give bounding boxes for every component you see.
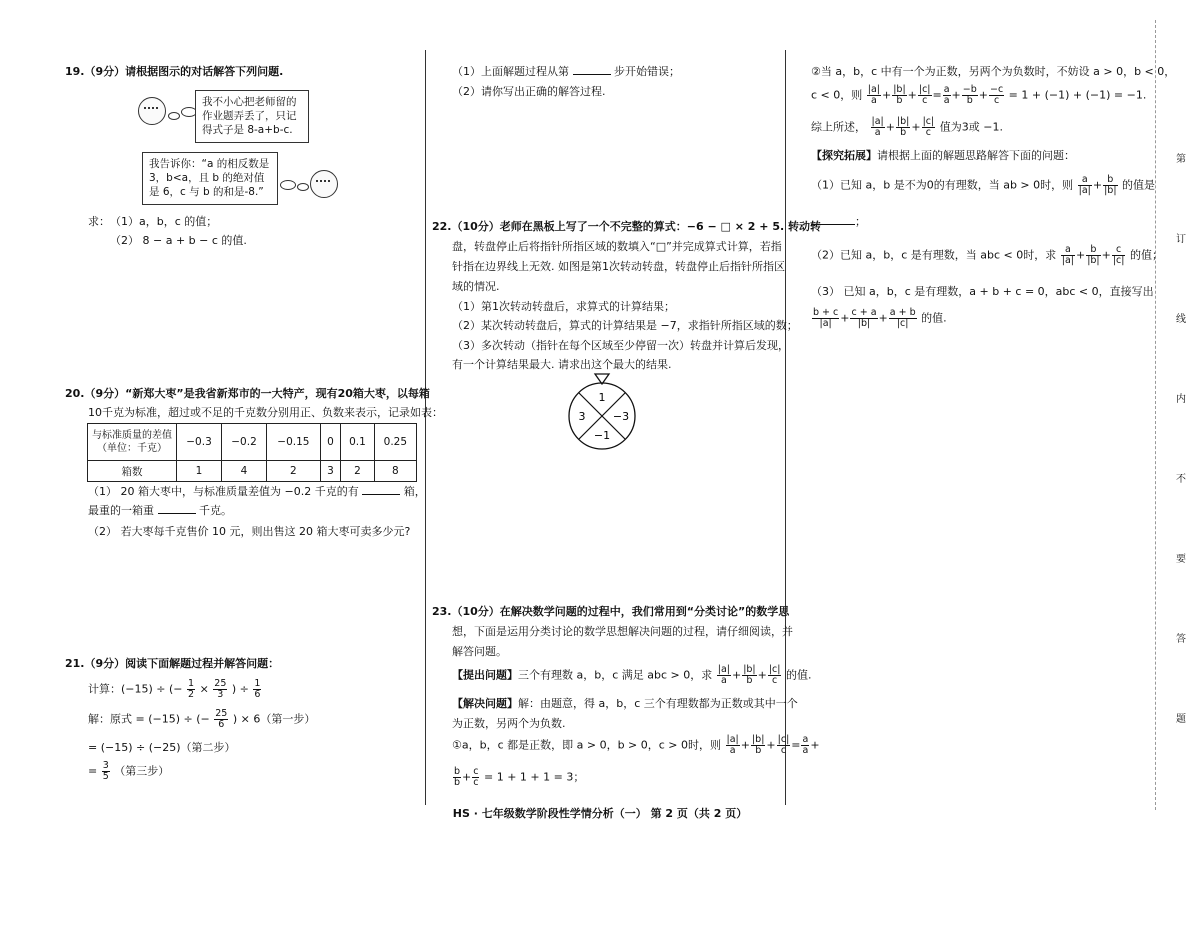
solve-tag: 【解决问题】 bbox=[452, 697, 518, 710]
table-cell: 1 bbox=[177, 461, 222, 482]
q19-heading: 19.（9分）请根据图示的对话解答下列问题. bbox=[65, 65, 284, 78]
table-row bbox=[88, 424, 417, 461]
q23-line3: 解答问题。 bbox=[452, 645, 507, 658]
fraction-a-over-a bbox=[943, 85, 951, 106]
case2-c-lt-0: c < 0，则 bbox=[811, 88, 863, 102]
problem-tag: 【提出问题】 bbox=[452, 668, 518, 682]
numerator: 25 bbox=[215, 708, 228, 719]
denominator: 2 bbox=[188, 688, 195, 700]
fraction bbox=[102, 761, 110, 782]
denominator: 5 bbox=[102, 770, 109, 782]
explore-tag: 【探究拓展】 bbox=[811, 149, 877, 162]
q23-line2: 想，下面是运用分类讨论的数学思想解决问题的过程，请仔细阅读，并 bbox=[452, 625, 793, 638]
fraction-b-over-b bbox=[453, 767, 461, 788]
numerator: b + c bbox=[813, 307, 839, 318]
table-cell: −0.2 bbox=[222, 424, 267, 461]
column-divider bbox=[425, 50, 426, 805]
fraction bbox=[187, 679, 195, 700]
numerator: |a| bbox=[867, 84, 880, 95]
calc-op: × bbox=[199, 682, 209, 696]
case1-result: = 1 + 1 + 1 = 3； bbox=[483, 770, 585, 784]
numerator: a bbox=[943, 84, 950, 95]
q22-line1: 22.（10分）老师在黑板上写了一个不完整的算式：−6 − □ × 2 + 5. 转动转 bbox=[432, 220, 821, 233]
denominator: |c| bbox=[1112, 254, 1125, 266]
numerator: 1 bbox=[254, 678, 261, 689]
fraction-c-over-c bbox=[472, 767, 479, 788]
fraction-abs-a-over-a bbox=[871, 117, 885, 138]
explore-text: 请根据上面的解题思路解答下面的问题： bbox=[877, 149, 1075, 162]
column-middle bbox=[432, 55, 821, 800]
numerator: 1 bbox=[188, 678, 195, 689]
q21-solution-step3 bbox=[88, 761, 169, 782]
summary-text: 综上所述， bbox=[811, 120, 866, 134]
binding-char: 不 bbox=[1176, 474, 1186, 485]
wheel-sector-top: 1 bbox=[598, 391, 606, 404]
fraction-bc-over-abs-a bbox=[812, 308, 839, 329]
numerator: |b| bbox=[751, 734, 765, 745]
numerator: b bbox=[454, 766, 461, 777]
problem-end: 的值. bbox=[785, 668, 812, 682]
table-cell: 8 bbox=[374, 461, 416, 482]
summary-result: 值为3或 −1. bbox=[939, 120, 1003, 134]
q21-sub1-end: 步开始错误； bbox=[614, 65, 680, 78]
denominator: 6 bbox=[254, 688, 261, 700]
numerator: a bbox=[1061, 245, 1075, 256]
q23-explore bbox=[811, 147, 1075, 164]
table-cell: 0.25 bbox=[374, 424, 416, 461]
table-cell: 0 bbox=[320, 424, 340, 461]
q20-sub1-cont bbox=[88, 502, 232, 519]
fraction-neg-b-over-b bbox=[962, 85, 978, 106]
denominator: c bbox=[780, 744, 787, 756]
e1-end: 的值是 bbox=[1122, 178, 1156, 192]
answer-blank[interactable] bbox=[811, 213, 855, 225]
speech-bubble-hint: 我告诉你：“a 的相反数是 3，b<a，且 b 的绝对值是 6，c 与 b 的和是-8.” bbox=[142, 152, 278, 205]
table-cell: 3 bbox=[320, 461, 340, 482]
denominator: b bbox=[454, 776, 461, 788]
step3-eq: = bbox=[88, 764, 98, 778]
numerator: |a| bbox=[726, 734, 739, 745]
thought-bubble-dot-icon bbox=[280, 180, 296, 190]
column-right bbox=[793, 55, 1176, 800]
solve-text: 解：由题意，得 a，b，c 三个有理数都为正数或其中一个 bbox=[518, 697, 798, 710]
wheel-sector-bottom: −1 bbox=[593, 429, 611, 442]
answer-blank[interactable] bbox=[573, 63, 611, 75]
q23-e1: （1）已知 a，b 是不为0的有理数，当 ab > 0时，则 $\frac{a}{|a|}$ + $\frac{b}{|b|}$ 的值是 bbox=[811, 174, 1156, 196]
speech-bubble-lost-homework: 我不小心把老师留的作业题弄丢了，只记得式子是 8-a+b-c. bbox=[195, 90, 309, 143]
fraction-abs-b-over-b bbox=[892, 85, 906, 106]
q21-sub1-text: （1）上面解题过程从第 bbox=[452, 65, 569, 78]
table-cell: −0.15 bbox=[267, 424, 321, 461]
q20-sub1-unit: 箱， bbox=[403, 485, 426, 498]
numerator: 25 bbox=[214, 678, 227, 689]
thought-bubble-dot-icon bbox=[168, 112, 180, 120]
wheel-sector-left: 3 bbox=[578, 410, 586, 423]
q23-case2: ②当 a，b，c 中有一个为正数，另两个为负数时，不妨设 a > 0，b < 0， bbox=[811, 65, 1176, 78]
student-face-icon bbox=[310, 170, 338, 198]
binding-char: 题 bbox=[1176, 714, 1186, 725]
q21-sub1 bbox=[452, 63, 680, 80]
fraction-abs-c-over-c bbox=[777, 735, 791, 756]
denominator: |b| bbox=[857, 317, 871, 329]
numerator: |c| bbox=[768, 664, 781, 675]
column-divider bbox=[785, 50, 786, 805]
numerator: |c| bbox=[922, 116, 935, 127]
denominator: c bbox=[993, 94, 1000, 106]
denominator: b bbox=[900, 126, 907, 138]
numerator: 3 bbox=[102, 760, 109, 771]
denominator: a bbox=[720, 674, 727, 686]
numerator: |c| bbox=[918, 84, 931, 95]
denominator: a bbox=[802, 744, 809, 756]
case2-result: = 1 + (−1) + (−1) = −1. bbox=[1008, 88, 1147, 102]
binding-char: 线 bbox=[1176, 314, 1186, 325]
fraction-abs-a-over-a bbox=[726, 735, 740, 756]
q20-heading-cont: 10千克为标准，超过或不足的千克数分别用正、负数来表示，记录如表： bbox=[88, 406, 443, 419]
numerator: c bbox=[1112, 245, 1126, 256]
q20-sub1-text: （1） 20 箱大枣中，与标准质量差值为 −0.2 千克的有 bbox=[88, 485, 359, 498]
denominator: c bbox=[473, 776, 479, 788]
q20-sub1-heaviest: 最重的一箱重 bbox=[88, 504, 154, 517]
spinner-wheel bbox=[562, 373, 642, 453]
q21-sub2: （2）请你写出正确的解答过程. bbox=[452, 85, 606, 98]
numerator: |b| bbox=[896, 116, 910, 127]
numerator: a + b bbox=[889, 307, 916, 318]
fraction-abs-a-over-a bbox=[717, 665, 731, 686]
numerator: c + a bbox=[851, 307, 877, 318]
q22-line2: 盘，转盘停止后将指针所指区域的数填入“□”并完成算式计算，若指 bbox=[452, 240, 782, 253]
numerator: |c| bbox=[777, 734, 790, 745]
e3-end: 的值. bbox=[921, 311, 947, 325]
fraction-abs-c-over-c bbox=[768, 665, 782, 686]
table-cell: 0.1 bbox=[341, 424, 375, 461]
fraction-abs-b-over-b bbox=[896, 117, 910, 138]
numerator: −c bbox=[989, 84, 1004, 95]
denominator: a bbox=[943, 94, 950, 106]
thought-bubble-dot-icon bbox=[297, 183, 309, 191]
numerator: a bbox=[1078, 175, 1092, 186]
fraction-a-over-abs-a bbox=[1061, 245, 1075, 266]
q19-ask-prefix: 求： bbox=[88, 215, 110, 228]
denominator: b bbox=[755, 744, 762, 756]
q23-case2-cont: c < 0，则 $\frac{|a|}{a}$ + $\frac{|b|}{b}$ + $\frac{|c|}{c}$ = $\frac{a}{a}$ + $\frac{-b}{b}$ + $\frac{-c}{c}$ = 1 + (−1) + (−1) = −1. bbox=[811, 84, 1147, 106]
q20-sub1-kg: 千克。 bbox=[199, 504, 232, 517]
calc-label: 计算：(−15) ÷ (− bbox=[88, 682, 183, 696]
table-row bbox=[88, 461, 417, 482]
numerator: |b| bbox=[743, 664, 756, 675]
q23-line1: 23.（10分）在解决数学问题的过程中，我们常用到“分类讨论”的数学思 bbox=[432, 605, 790, 618]
q22-sub3-cont: 有一个计算结果最大. 请求出这个最大的结果. bbox=[452, 358, 672, 371]
fraction-c-over-abs-c bbox=[1112, 245, 1126, 266]
q21-calc bbox=[88, 679, 262, 700]
fraction-abs-c-over-c bbox=[922, 117, 936, 138]
denominator: c bbox=[922, 94, 928, 106]
denominator: c bbox=[772, 674, 778, 686]
denominator: |a| bbox=[819, 317, 832, 329]
q23-case1: ①a，b，c 都是正数，即 a > 0，b > 0，c > 0时，则 $\frac{|a|}{a}$ + $\frac{|b|}{b}$ + $\frac{|c|}{c}$ = $\frac{a}{a}$ + bbox=[452, 734, 820, 756]
denominator: |c| bbox=[896, 317, 909, 329]
sol-label: 解：原式 = (−15) ÷ (− bbox=[88, 712, 210, 726]
q22-sub2: （2）某次转动转盘后，算式的计算结果是 −7，求指针所指区域的数； bbox=[452, 319, 798, 332]
q23-case1-cont: $\frac{b}{b}$ + $\frac{c}{c}$ = 1 + 1 + 1 = 3； bbox=[454, 766, 585, 788]
denominator: c bbox=[925, 126, 932, 138]
numerator: |a| bbox=[871, 116, 884, 127]
q23-solve bbox=[452, 695, 798, 712]
numerator: a bbox=[802, 734, 809, 745]
table-header-cell: 与标准质量的差值（单位：千克） bbox=[88, 424, 177, 461]
wheel-sector-right: −3 bbox=[612, 410, 630, 423]
q20-table bbox=[87, 423, 417, 482]
table-cell: 2 bbox=[341, 461, 375, 482]
student-face-icon bbox=[138, 97, 166, 125]
e1-text: （1）已知 a，b 是不为0的有理数，当 ab > 0时，则 bbox=[811, 178, 1074, 192]
binding-char: 第 bbox=[1176, 154, 1186, 165]
fraction-abs-a-over-a bbox=[867, 85, 881, 106]
calc-op: ) ÷ bbox=[231, 682, 249, 696]
denominator: a bbox=[870, 94, 877, 106]
page-footer: HS · 七年级数学阶段性学情分析（一） 第 2 页（共 2 页） bbox=[452, 807, 748, 820]
fraction bbox=[214, 709, 228, 730]
binding-char: 订 bbox=[1176, 234, 1186, 245]
case1-text: ①a，b，c 都是正数，即 a > 0，b > 0，c > 0时，则 bbox=[452, 738, 722, 752]
q20-heading: 20.（9分）“新郑大枣”是我省新郑市的一大特产，现有20箱大枣，以每箱 bbox=[65, 387, 430, 400]
problem-text: 三个有理数 a，b，c 满足 abc > 0，求 bbox=[518, 668, 713, 682]
q23-e3: （3） 已知 a，b，c 是有理数，a + b + c = 0，abc < 0，直接写出 bbox=[811, 285, 1154, 298]
q23-summary: 综上所述， $\frac{|a|}{a}$ + $\frac{|b|}{b}$ + $\frac{|c|}{c}$ 值为3或 −1. bbox=[811, 116, 1003, 138]
denominator: a bbox=[729, 744, 736, 756]
denominator: a bbox=[874, 126, 881, 138]
binding-char: 答 bbox=[1176, 634, 1186, 645]
denominator: b bbox=[746, 674, 753, 686]
q22-line3: 针指在边界线上无效. 如图是第1次转动转盘，转盘停止后指针所指区 bbox=[452, 260, 785, 273]
step3-label: （第三步） bbox=[114, 764, 170, 778]
column-left bbox=[60, 55, 443, 800]
e2-end: 的值； bbox=[1129, 248, 1163, 262]
q19-sub1: （1）a，b，c 的值； bbox=[110, 215, 218, 228]
numerator: b bbox=[1103, 175, 1117, 186]
denominator: b bbox=[896, 94, 903, 106]
numerator: |b| bbox=[893, 84, 906, 95]
numerator: −b bbox=[962, 84, 977, 95]
table-cell: 2 bbox=[267, 461, 321, 482]
fraction-b-over-abs-b bbox=[1103, 175, 1117, 196]
q23-e2: （2）已知 a，b，c 是有理数，当 abc < 0时，求 $\frac{a}{|a|}$ + $\frac{b}{|b|}$ + $\frac{c}{|c|}$ 的值； bbox=[811, 244, 1163, 266]
denominator: b bbox=[966, 94, 973, 106]
answer-blank[interactable] bbox=[158, 502, 196, 514]
q23-e1-answer: ； bbox=[811, 213, 866, 230]
fraction-a-over-abs-a bbox=[1078, 175, 1092, 196]
fraction-abs-b-over-b bbox=[751, 735, 765, 756]
fraction-b-over-abs-b bbox=[1086, 245, 1100, 266]
q20-sub2: （2） 若大枣每千克售价 10 元，则出售这 20 箱大枣可卖多少元? bbox=[88, 525, 411, 538]
denominator: |a| bbox=[1078, 184, 1091, 196]
q22-sub3: （3）多次转动（指针在每个区域至少停留一次）转盘并计算后发现， bbox=[452, 339, 789, 352]
fraction bbox=[213, 679, 227, 700]
fraction-ca-over-abs-b bbox=[850, 308, 877, 329]
fraction-abs-c-over-c bbox=[918, 85, 932, 106]
denominator: |b| bbox=[1104, 184, 1117, 196]
numerator: c bbox=[473, 766, 479, 777]
denominator: |b| bbox=[1087, 254, 1100, 266]
binding-char: 内 bbox=[1176, 394, 1186, 405]
q22-sub1: （1）第1次转动转盘后，求算式的计算结果； bbox=[452, 300, 675, 313]
q21-solution-step2: = (−15) ÷ (−25)（第二步） bbox=[88, 741, 236, 754]
q23-problem: 【提出问题】三个有理数 a，b，c 满足 abc > 0，求 $\frac{|a|}{a}$ + $\frac{|b|}{b}$ + $\frac{|c|}{c}$ 的值. bbox=[452, 664, 812, 686]
binding-char: 要 bbox=[1176, 554, 1186, 565]
table-header-cell: 箱数 bbox=[88, 461, 177, 482]
fraction-neg-c-over-c bbox=[989, 85, 1004, 106]
q19-sub2: （2） 8 − a + b − c 的值. bbox=[110, 234, 247, 247]
numerator: |a| bbox=[717, 664, 730, 675]
sol-end: ) × 6（第一步） bbox=[232, 712, 316, 726]
fraction bbox=[253, 679, 261, 700]
q21-heading: 21.（9分）阅读下面解题过程并解答问题： bbox=[65, 657, 280, 670]
binding-margin bbox=[1170, 150, 1186, 770]
q23-e3-cont: $\frac{b + c}{|a|}$ + $\frac{c + a}{|b|}$ + $\frac{a + b}{|c|}$ 的值. bbox=[813, 307, 947, 329]
table-cell: −0.3 bbox=[177, 424, 222, 461]
e2-text: （2）已知 a，b，c 是有理数，当 abc < 0时，求 bbox=[811, 248, 1057, 262]
denominator: 3 bbox=[217, 688, 224, 700]
q21-solution-step1 bbox=[88, 709, 315, 730]
answer-blank[interactable] bbox=[362, 483, 400, 495]
fraction-abs-b-over-b bbox=[742, 665, 756, 686]
numerator: b bbox=[1086, 245, 1100, 256]
q20-sub1 bbox=[88, 483, 426, 500]
q23-solve-cont: 为正数，另两个为负数. bbox=[452, 717, 566, 730]
denominator: |a| bbox=[1061, 254, 1074, 266]
denominator: 6 bbox=[218, 718, 225, 730]
table-cell: 4 bbox=[222, 461, 267, 482]
q22-line4: 域的情况. bbox=[452, 280, 500, 293]
fraction-ab-over-abs-c bbox=[889, 308, 917, 329]
